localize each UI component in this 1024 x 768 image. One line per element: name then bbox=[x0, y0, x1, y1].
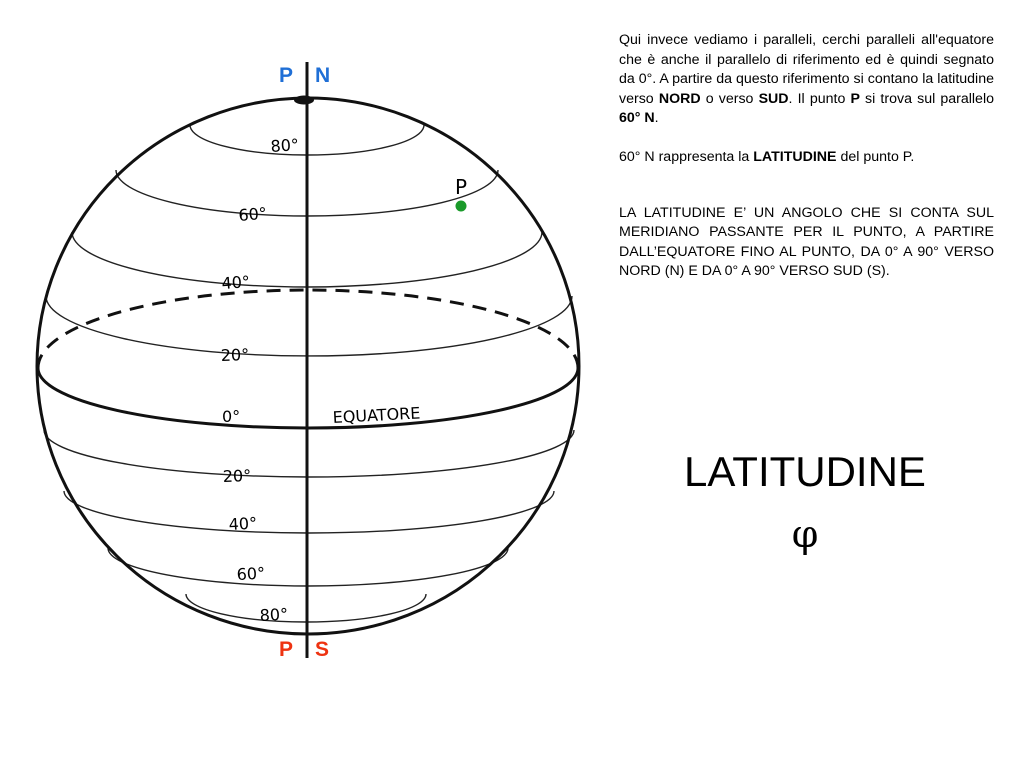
label-60n: 60° bbox=[237, 203, 268, 225]
paragraph-parallels: Qui invece vediamo i paralleli, cerchi paralleli all'equatore che è anche il parallelo di riferimento ed è quindi segnato da 0°. A partire da questo riferimento si contano la latitudine verso NORD o verso SUD. Il punto P si trova sul parallelo 60° N. bbox=[619, 32, 994, 127]
paragraph-definition: LA LATITUDINE E’ UN ANGOLO CHE SI CONTA SUL MERIDIANO PASSANTE PER IL PUNTO, A PARTIRE DALL’EQUATORE FINO AL PUNTO, DA 0° A 90° VERSO NORD (N) E DA 0° A 90° VERSO SUD (S). bbox=[619, 204, 994, 280]
parallel-20s bbox=[44, 430, 574, 477]
north-pole-marker bbox=[294, 96, 314, 105]
label-40n: 40° bbox=[220, 272, 251, 293]
bottom-pole-label-p: P bbox=[279, 638, 294, 661]
equator-label: EQUATORE bbox=[332, 403, 421, 427]
label-20n: 20° bbox=[220, 345, 250, 365]
slide-title: LATITUDINE bbox=[684, 448, 926, 495]
label-0: 0° bbox=[222, 407, 241, 426]
label-80n: 80° bbox=[269, 135, 300, 156]
top-pole-label-p: P bbox=[279, 64, 294, 87]
point-p-label: P bbox=[455, 175, 468, 199]
label-80s: 80° bbox=[259, 604, 289, 625]
parallel-40s bbox=[64, 491, 554, 533]
label-60s: 60° bbox=[236, 563, 266, 584]
explanation-text bbox=[619, 31, 994, 282]
point-p-marker bbox=[456, 201, 467, 212]
label-20s: 20° bbox=[222, 466, 252, 486]
parallel-20n bbox=[46, 296, 572, 356]
label-40s: 40° bbox=[228, 513, 258, 534]
phi-symbol: φ bbox=[791, 512, 819, 556]
paragraph-latitude-point: 60° N rappresenta la LATITUDINE del punto P. bbox=[619, 148, 915, 165]
bottom-pole-label-s: S bbox=[315, 638, 330, 661]
top-pole-label-n: N bbox=[315, 64, 331, 87]
